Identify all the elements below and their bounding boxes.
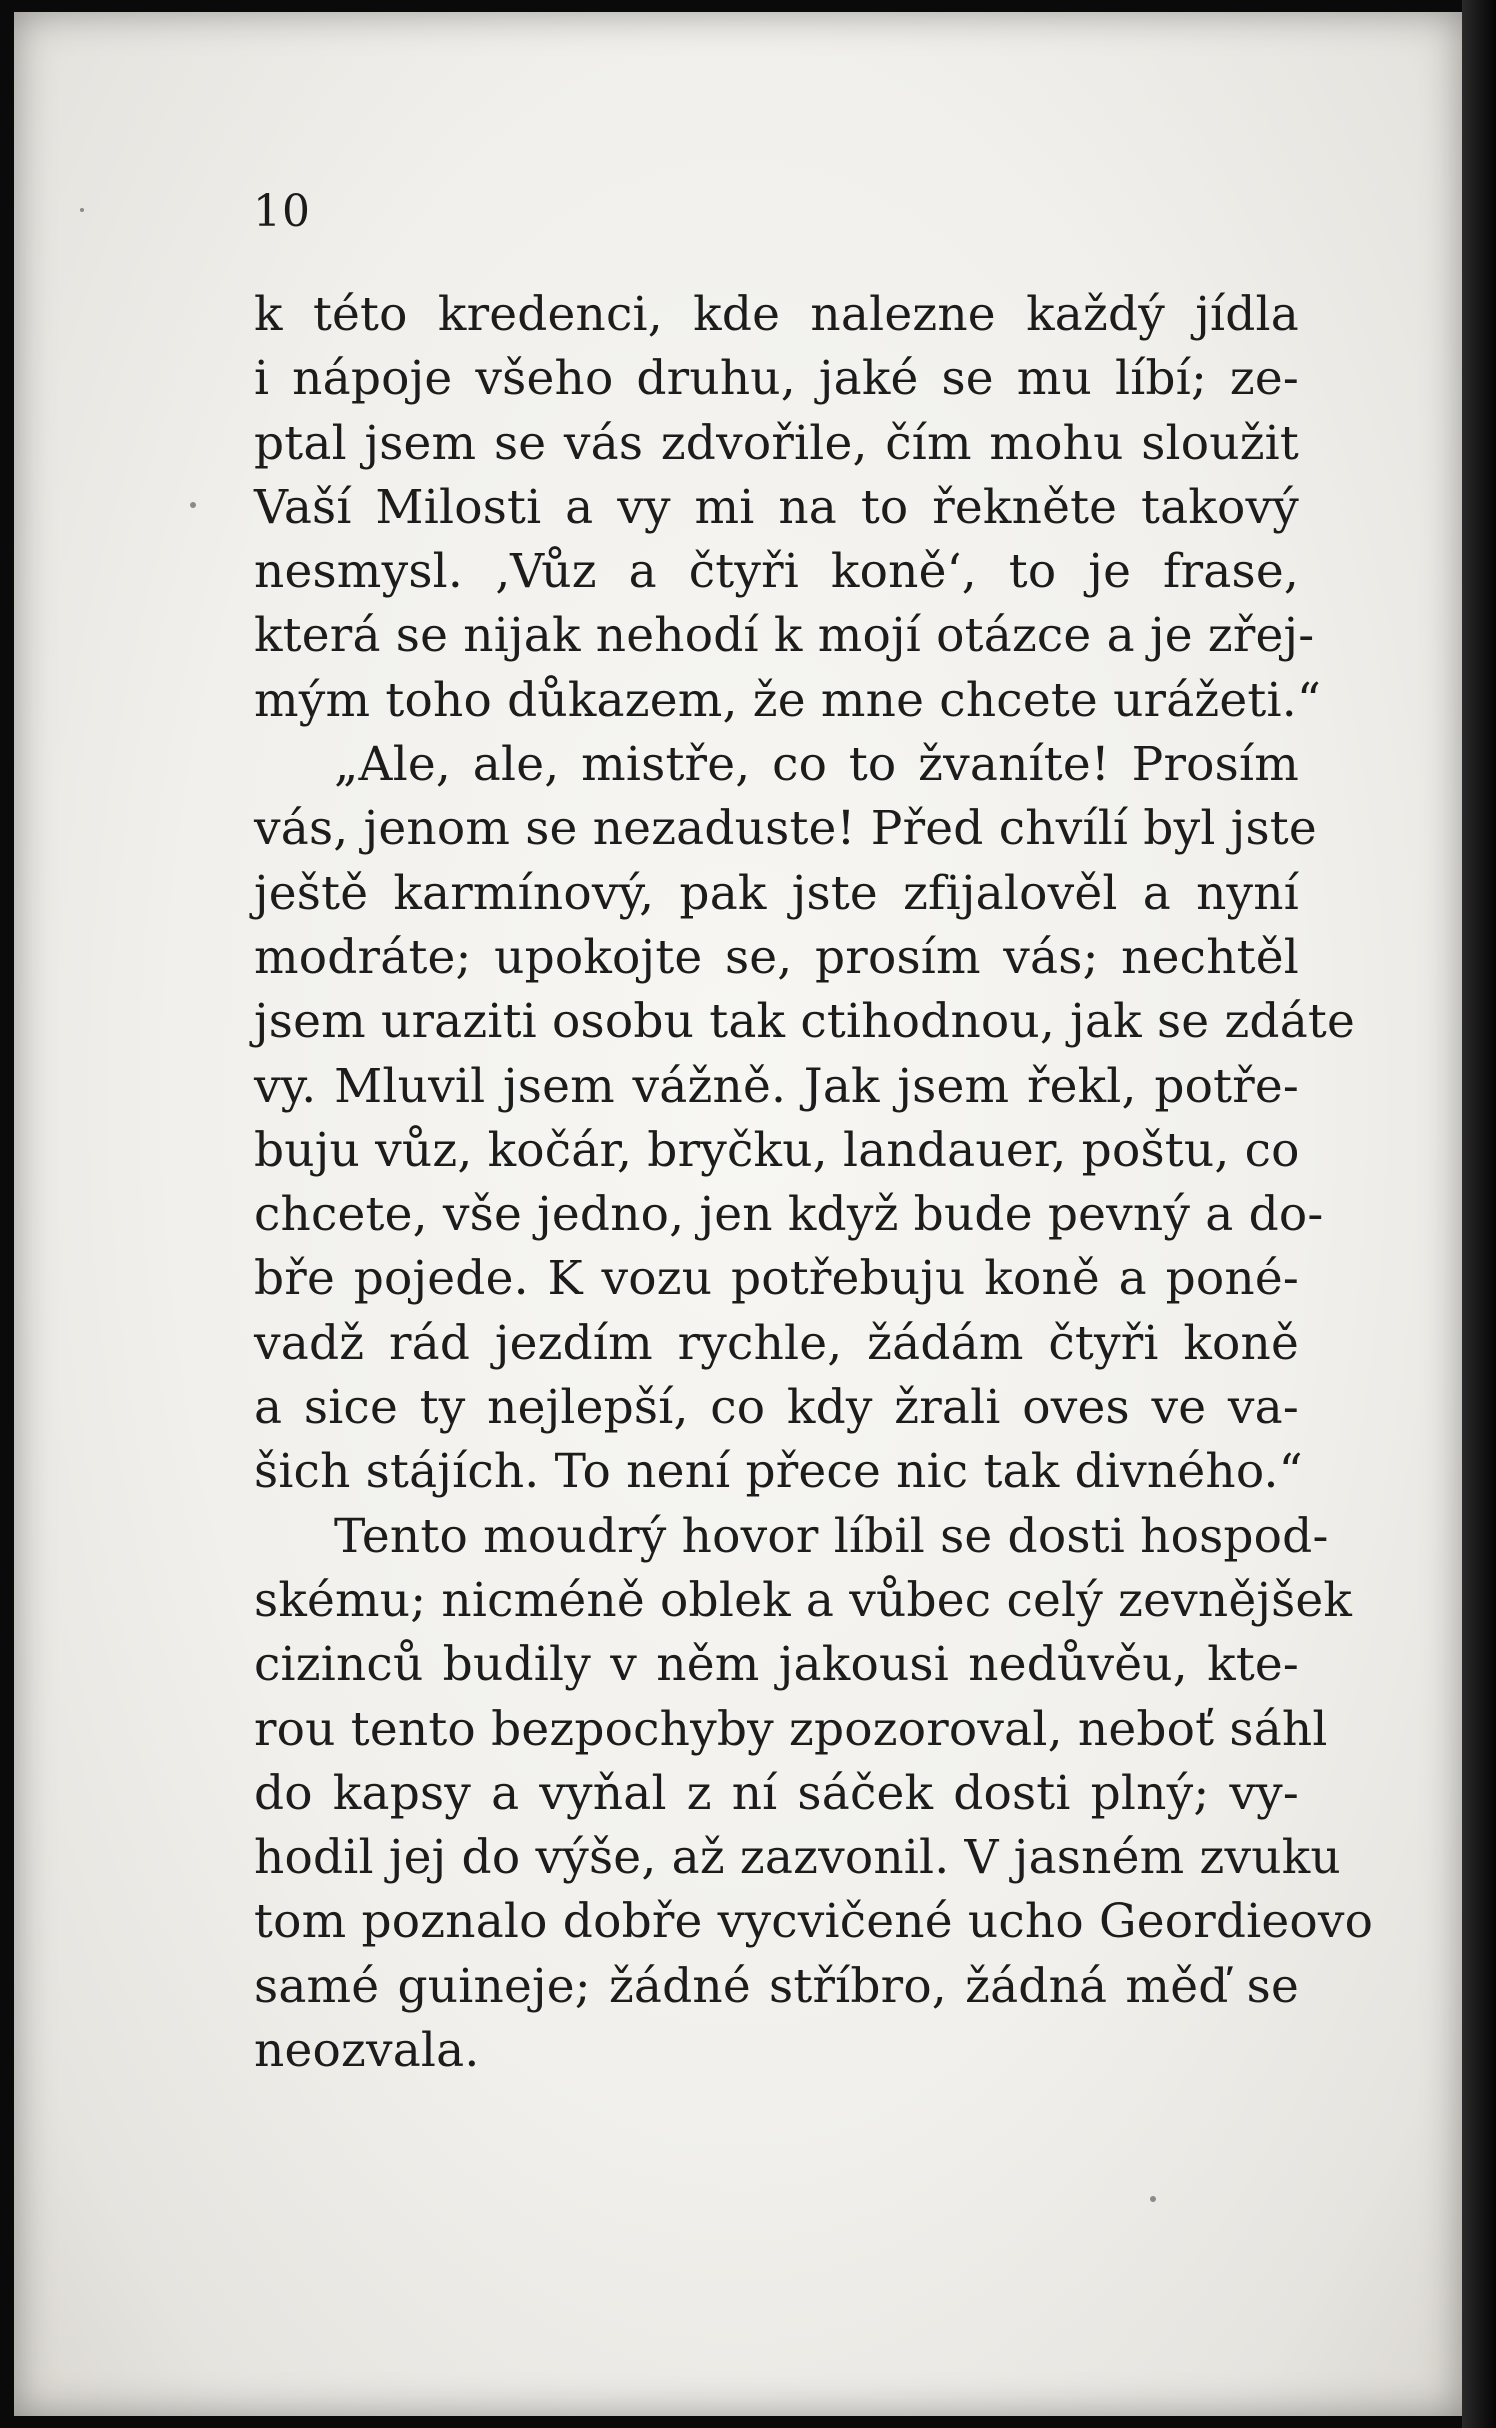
text-line: tom poznalo dobře vycvičené ucho Geordieovo bbox=[254, 1894, 1374, 1950]
text-line: vás, jenom se nezaduste! Před chvílí byl jste bbox=[254, 801, 1317, 857]
text-line: Tento moudrý hovor líbil se dosti hospod- bbox=[334, 1508, 1329, 1564]
text-line: vy. Mluvil jsem vážně. Jak jsem řekl, potře- bbox=[254, 1058, 1299, 1114]
text-line: nesmysl. ‚Vůz a čtyři koně‘, to je frase, bbox=[254, 544, 1299, 600]
body-text bbox=[254, 283, 1374, 2083]
text-line: neozvala. bbox=[254, 2023, 480, 2079]
text-line: bře pojede. K vozu potřebuju koně a poné- bbox=[254, 1251, 1299, 1307]
text-line: k této kredenci, kde nalezne každý jídla bbox=[254, 287, 1299, 342]
text-line: a sice ty nejlepší, co kdy žrali oves ve va- bbox=[254, 1380, 1299, 1436]
text-line: hodil jej do výše, až zazvonil. V jasném zvuku bbox=[254, 1830, 1341, 1886]
text-line: do kapsy a vyňal z ní sáček dosti plný; vy- bbox=[254, 1765, 1299, 1821]
paper-speck bbox=[190, 502, 196, 508]
text-line: chcete, vše jedno, jen když bude pevný a do- bbox=[254, 1187, 1324, 1243]
text-line: cizinců budily v něm jakousi nedůvěu, kte- bbox=[254, 1637, 1299, 1693]
text-line: i nápoje všeho druhu, jaké se mu líbí; ze- bbox=[254, 351, 1299, 407]
text-line: skému; nicméně oblek a vůbec celý zevnějšek bbox=[254, 1572, 1353, 1628]
text-line: ještě karmínový, pak jste zfijalověl a nyní bbox=[254, 865, 1299, 921]
text-line: Vaší Milosti a vy mi na to řekněte takový bbox=[254, 479, 1299, 535]
text-line: „Ale, ale, mistře, co to žvaníte! Prosím bbox=[334, 737, 1299, 793]
text-line: rou tento bezpochyby zpozoroval, neboť sáhl bbox=[254, 1701, 1328, 1757]
text-line: samé guineje; žádné stříbro, žádná měď se bbox=[254, 1958, 1299, 2014]
text-line: která se nijak nehodí k mojí otázce a je zřej- bbox=[254, 608, 1315, 664]
text-line: buju vůz, kočár, bryčku, landauer, poštu, co bbox=[254, 1122, 1300, 1178]
text-line: ptal jsem se vás zdvořile, čím mohu sloužit bbox=[254, 415, 1299, 471]
page-number: 10 bbox=[253, 186, 311, 237]
page-edge-shadow bbox=[1462, 0, 1496, 2428]
paper-speck bbox=[1150, 2196, 1156, 2202]
text-line: vadž rád jezdím rychle, žádám čtyři koně bbox=[254, 1315, 1299, 1371]
paper-speck bbox=[80, 208, 84, 212]
text-line: šich stájích. To není přece nic tak divného.“ bbox=[254, 1444, 1303, 1500]
text-line: jsem uraziti osobu tak ctihodnou, jak se zdáte bbox=[254, 994, 1356, 1050]
text-line: mým toho důkazem, že mne chcete urážeti.“ bbox=[254, 672, 1322, 728]
text-line: modráte; upokojte se, prosím vás; nechtěl bbox=[254, 929, 1299, 985]
